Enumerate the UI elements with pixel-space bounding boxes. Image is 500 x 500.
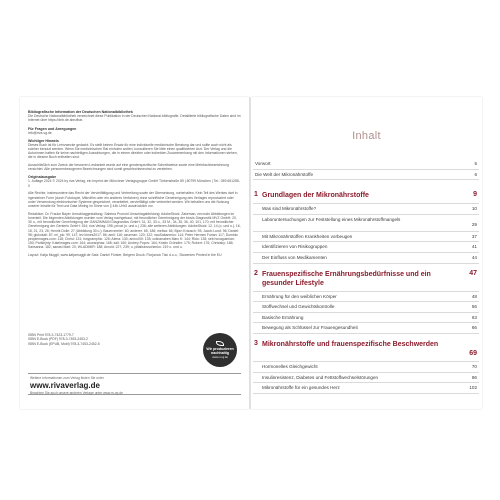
notice-text: Dieses Buch ist für Lernzwecke gedacht. Es stellt keinen Ersatz für eine individuelle medizinische Beratung dar und sollte auch nicht als solcher benutzt werden. Wenn Sie medizinischen Rat einholen wollen, konsultieren Sie bitte einen qualifizierten Arzt. Der Verlag und die Autorinnen haften für keine nachteiligen Auswirkungen, die in einem direkten oder indirekten Zusammenhang mit den Informationen stehen, die in diesem Buch enthalten sind.: [28, 142, 238, 160]
toc-entry-page: 63: [471, 314, 477, 320]
toc-row[interactable]: [253, 170, 479, 181]
toc-entry-label: Basische Ernährung: [262, 314, 304, 320]
badge-line1: Wir produzieren: [206, 347, 234, 352]
toc-row[interactable]: [253, 362, 479, 373]
toc-row[interactable]: [253, 292, 479, 303]
badge-line2: nachhaltig: [211, 351, 229, 356]
isbn-block: [28, 333, 100, 346]
bib-text: Die Deutsche Nationalbibliothek verzeichnet diese Publikation in der Deutschen National-bibliografie. Detaillierte bibliografische Daten sind im Internet über https://dnb.de abrufbar.: [28, 114, 241, 123]
bib-heading: Bibliografische Information der Deutschen Nationalbibliothek: [28, 110, 133, 114]
toc-entry-page: 37: [471, 233, 477, 239]
isbn-row: [28, 333, 241, 373]
toc-row[interactable]: [253, 232, 479, 243]
chapter-title: Grundlagen der Mikronährstoffe: [262, 192, 369, 200]
toc-page: [251, 97, 482, 409]
imprint-page: [20, 97, 249, 409]
toc-row[interactable]: [253, 159, 479, 170]
toc-entry-page: 44: [471, 254, 477, 260]
toc-row[interactable]: [253, 215, 479, 232]
toc-row[interactable]: [253, 383, 479, 394]
toc-entry-page: 6: [474, 171, 477, 177]
toc-row[interactable]: [253, 373, 479, 384]
toc-row[interactable]: [253, 242, 479, 253]
notice-heading: Wichtiger Hinweis: [28, 138, 59, 143]
footer-note: Beachten Sie auch unsere anderen Verlage unter www.m-vg.de: [30, 391, 123, 395]
toc-entry-page: 70: [471, 363, 477, 369]
toc-entry-page: 29: [471, 221, 477, 227]
chapter-page: 9: [473, 191, 477, 199]
table-of-contents: [253, 159, 479, 394]
layout-text: Layout: Katja Muggli, www.katjamuggli.de Satz: Daniel Förster, Belgern Druck: Florjancic Tisk d.o.o., Slowenien Printed in the EU: [28, 253, 222, 258]
toc-row[interactable]: [253, 302, 479, 313]
sustainability-badge: [203, 333, 237, 367]
toc-entry-label: Vorwort: [255, 161, 271, 166]
original-text: 1. Auflage 2024 © 2024 by riva Verlag, ein Imprint der Münchner Verlagsgruppe GmbH Türkenstraße 89 | 80799 München | Tel.: 089 651285-0: [28, 179, 240, 188]
chapter-number: 2: [254, 269, 258, 277]
toc-entry-page: 66: [471, 325, 477, 331]
toc-entry-page: 10: [471, 206, 477, 212]
toc-entry-label: Bewegung als Schlüssel zur Frauengesundheit: [262, 325, 358, 331]
isbn-pdf: ISBN E-Book (PDF) 978-3-7453-2453-2: [28, 337, 88, 342]
imprint-text: [28, 110, 241, 261]
isbn-epub: ISBN E-Book (EPUB, Mobi) 978-3-7453-2452-5: [28, 341, 100, 346]
chapter-number: 1: [254, 191, 258, 199]
isbn-print: ISBN Print 978-3-7423-1779-7: [28, 333, 74, 337]
contact-email: info@riva-vg.de: [28, 130, 52, 135]
toc-entry-label: Hormonelles Gleichgewicht: [262, 363, 318, 369]
toc-heading: Inhalt: [352, 130, 381, 142]
toc-entry-label: Der Einfluss von Medikamenten: [262, 254, 327, 260]
footer-url[interactable]: www.rivaverlag.de: [30, 381, 100, 390]
toc-entry-label: Identifizieren von Risikogruppen: [262, 244, 328, 250]
chapter-number: 3: [254, 339, 258, 347]
toc-entry-page: 86: [471, 374, 477, 380]
toc-row[interactable]: [253, 313, 479, 324]
toc-entry-label: Insulinresistenz, Diabetes und Fettstoffwechselstörungen: [262, 374, 379, 380]
toc-entry-page: 48: [471, 293, 477, 299]
toc-chapter-3[interactable]: [253, 338, 479, 362]
toc-entry-page: 102: [469, 385, 477, 391]
toc-entry-label: Was sind Mikronährstoffe?: [262, 206, 317, 212]
leaf-icon: [216, 341, 224, 346]
badge-line3: www.m-vg.de: [212, 356, 228, 360]
toc-row[interactable]: [253, 323, 479, 334]
original-heading: Originalausgabe: [28, 175, 57, 180]
toc-entry-label: Mikronährstoffe für ein gesundes Herz: [262, 385, 340, 391]
toc-entry-page: 41: [471, 244, 477, 250]
gender-text: Ausschließlich zum Zweck der besseren Lesbarkeit wurde auf eine genderspezifische Schreibweise sowie eine Mehrfachbezeichnung verzichtet. Alle personenbezogenen Bezeichnungen sind somit geschlechtsneutral zu verstehen.: [28, 163, 229, 172]
toc-entry-label: Ernährung für den weiblichen Körper: [262, 293, 337, 299]
rights-text: Alle Rechte, insbesondere das Recht der Vervielfältigung und Verbreitung sowie der Übersetzung, vorbehalten. Kein Teil des Werkes darf in irgendeiner Form (durch Fotokopie, Mikrofilm oder ein anderes Verfahren) ohne schriftliche Genehmigung des Verlages reproduziert oder unter Verwendung elektronischer Systeme gespeichert, verarbeitet, vervielfältigt oder verbreitet werden. Wir behalten uns die Nutzung unserer Inhalte für Text und Data Mining im Sinne von § 44b UrhG ausdrücklich vor.: [28, 191, 238, 209]
toc-entry-page: 56: [471, 304, 477, 310]
credits-text: Redaktion: Dr. Frauke Bayer Umschlaggestaltung: Sabrina Pronold Umschlagabbildung: AdobeStock: Zakeman, necrochi Abbildungen im Innenteil: Die folgenden Abbildungen wurden vom Verlag nachgebaut, mit freundlicher Genehmigung der biovis Diagnostik MVZ GmbH: 20, 30 u., mit freundlicher Genehmigung der GANZIMMUN Diagnostics GmbH: 31, 32, 33 o., 33 M., 34, 35, 36, 40, 101, 170; mit freundlicher Genehmigung der Genteris GmbH: 154; riva Verlag: 198; privat (o. und u.) 236; alle weiteren Abbildungen: AdobeStock: 12, 14 (o. und u.), 16, 18, 21, 23, 26; Henrik Dolle: 27 (Abbildung 30 u.); Bauernmeier: 60; anderer: 65, 186; melisa: 66; Bjorn Krausch: 93; Jacob Lund: 96; Daniel: 98; glukokali: 87; mi_pic: 99, 147; lev kimes2017: 86; amil: 116; azurman: 120; 122; naoSakarenko: 114; Peter Hermes Furian: 117; Dominic peoplemages.com: 118; Christ: 131; Insypamphic: 126; Alena: 130; aninoXIII: 135; colinanaben Marc K: 144; Rido: 135; seb hovaguimian: 150; Parikhjnty: Kateimages.com: 164; anurarphas: 168; kall: 160; Andrey Popov: 164; Kristin Gründler: 175; Robert: 176; Chrisisky: 186; Sansanna: 182; sanasi Mart: 20; WLADIMIR: 188; Arnold: 227; 239; u. pilialistovschenko: 219 o. und u.: [28, 211, 241, 250]
toc-entry-label: Stoffwechsel und Gewichtskontrolle: [262, 304, 335, 310]
chapter-title: Mikronährstoffe und frauenspezifische Beschwerden: [262, 340, 439, 348]
publisher-footer: [28, 373, 241, 395]
contact-heading: Für Fragen und Anregungen: [28, 126, 77, 131]
chapter-title: Frauenspezifische Ernährungsbedürfnisse und ein gesunder Lifestyle: [262, 270, 431, 288]
toc-chapter-1[interactable]: [253, 189, 479, 204]
toc-chapter-2[interactable]: [253, 268, 479, 292]
toc-row[interactable]: [253, 204, 479, 215]
chapter-page: 69: [469, 349, 477, 357]
footer-small: Weitere Informationen zum Verlag finden Sie unter: [30, 376, 104, 380]
toc-row[interactable]: [253, 253, 479, 264]
chapter-page: 47: [469, 269, 477, 277]
toc-entry-label: Die Welt der Mikronährstoffe: [255, 171, 314, 177]
toc-entry-label: Mit Mikronährstoffen Krankheiten vorbeugen: [262, 233, 353, 239]
toc-entry-label: Laboruntersuchungen zur Feststellung eines Mikronährstoffmangels: [262, 217, 401, 223]
toc-entry-page: 5: [474, 161, 477, 166]
